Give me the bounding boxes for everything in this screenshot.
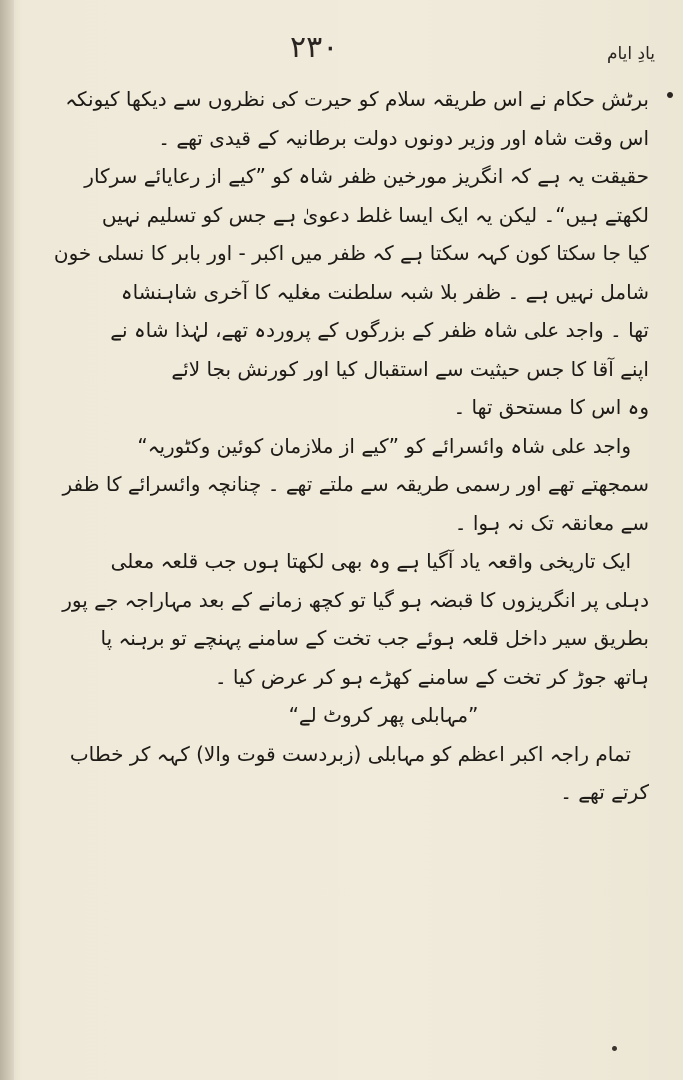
text-line: کرتے تھے ۔	[560, 780, 649, 804]
page-header	[0, 30, 683, 70]
text-line: تمام راجہ اکبر اعظم کو مہابلی (زبردست قوت والا) کہہ کر خطاب	[69, 741, 631, 766]
text-line: اپنے آقا کا جس حیثیت سے استقبال کیا اور کورنش بجا لائے	[171, 356, 649, 381]
text-line: دہلی پر انگریزوں کا قبضہ ہو گیا تو کچھ زمانے کے بعد مہاراجہ جے پور	[62, 587, 649, 612]
text-line: بطریق سیر داخل قلعہ ہوئے جب تخت کے سامنے پہنچے تو برہنہ پا	[100, 626, 649, 650]
text-line: سے معانقہ تک نہ ہوا ۔	[454, 510, 649, 535]
text-line: وہ اس کا مستحق تھا ۔	[453, 395, 649, 419]
text-line: برٹش حکام نے اس طریقہ سلام کو حیرت کی نظروں سے دیکھا کیونکہ	[65, 87, 649, 111]
running-head: یادِ ایام	[606, 44, 655, 64]
text-line: تھا ۔ واجد علی شاہ ظفر کے بزرگوں کے پروردہ تھے، لہٰذا شاہ نے	[110, 318, 649, 342]
text-line: ایک تاریخی واقعہ یاد آگیا ہے وہ بھی لکھتا ہوں جب قلعہ معلی	[110, 549, 631, 573]
text-line: کیا جا سکتا کون کہہ سکتا ہے کہ ظفر میں اکبر - اور بابر کا نسلی خون	[53, 241, 649, 265]
page-binding-edge	[0, 0, 14, 1080]
text-line: ہاتھ جوڑ کر تخت کے سامنے کھڑے ہو کر عرض کیا ۔	[214, 664, 649, 689]
text-line: شامل نہیں ہے ۔ ظفر بلا شبہ سلطنت مغلیہ کا آخری شاہنشاہ	[120, 279, 649, 304]
margin-dot-bottom	[612, 1046, 617, 1051]
body-text	[38, 80, 649, 812]
text-line: سمجھتے تھے اور رسمی طریقہ سے ملتے تھے ۔ چنانچہ وائسرائے کا ظفر	[62, 472, 649, 496]
text-line: لکھتے ہیں“۔ لیکن یہ ایک ایسا غلط دعویٰ ہے جس کو تسلیم نہیں	[101, 202, 649, 227]
text-line: اس وقت شاہ اور وزیر دونوں دولت برطانیہ کے قیدی تھے ۔	[158, 125, 649, 150]
text-line: حقیقت یہ ہے کہ انگریز مورخین ظفر شاہ کو ”کیے از رعایائے سرکار	[84, 164, 649, 188]
margin-dot	[667, 92, 673, 98]
quoted-line: ”مہابلی پھر کروٹ لے“	[288, 703, 479, 727]
page-number: ۲۳۰	[290, 30, 339, 65]
text-line: واجد علی شاہ وائسرائے کو ”کیے از ملازمان کوئین وکٹوریہ“	[137, 433, 631, 458]
